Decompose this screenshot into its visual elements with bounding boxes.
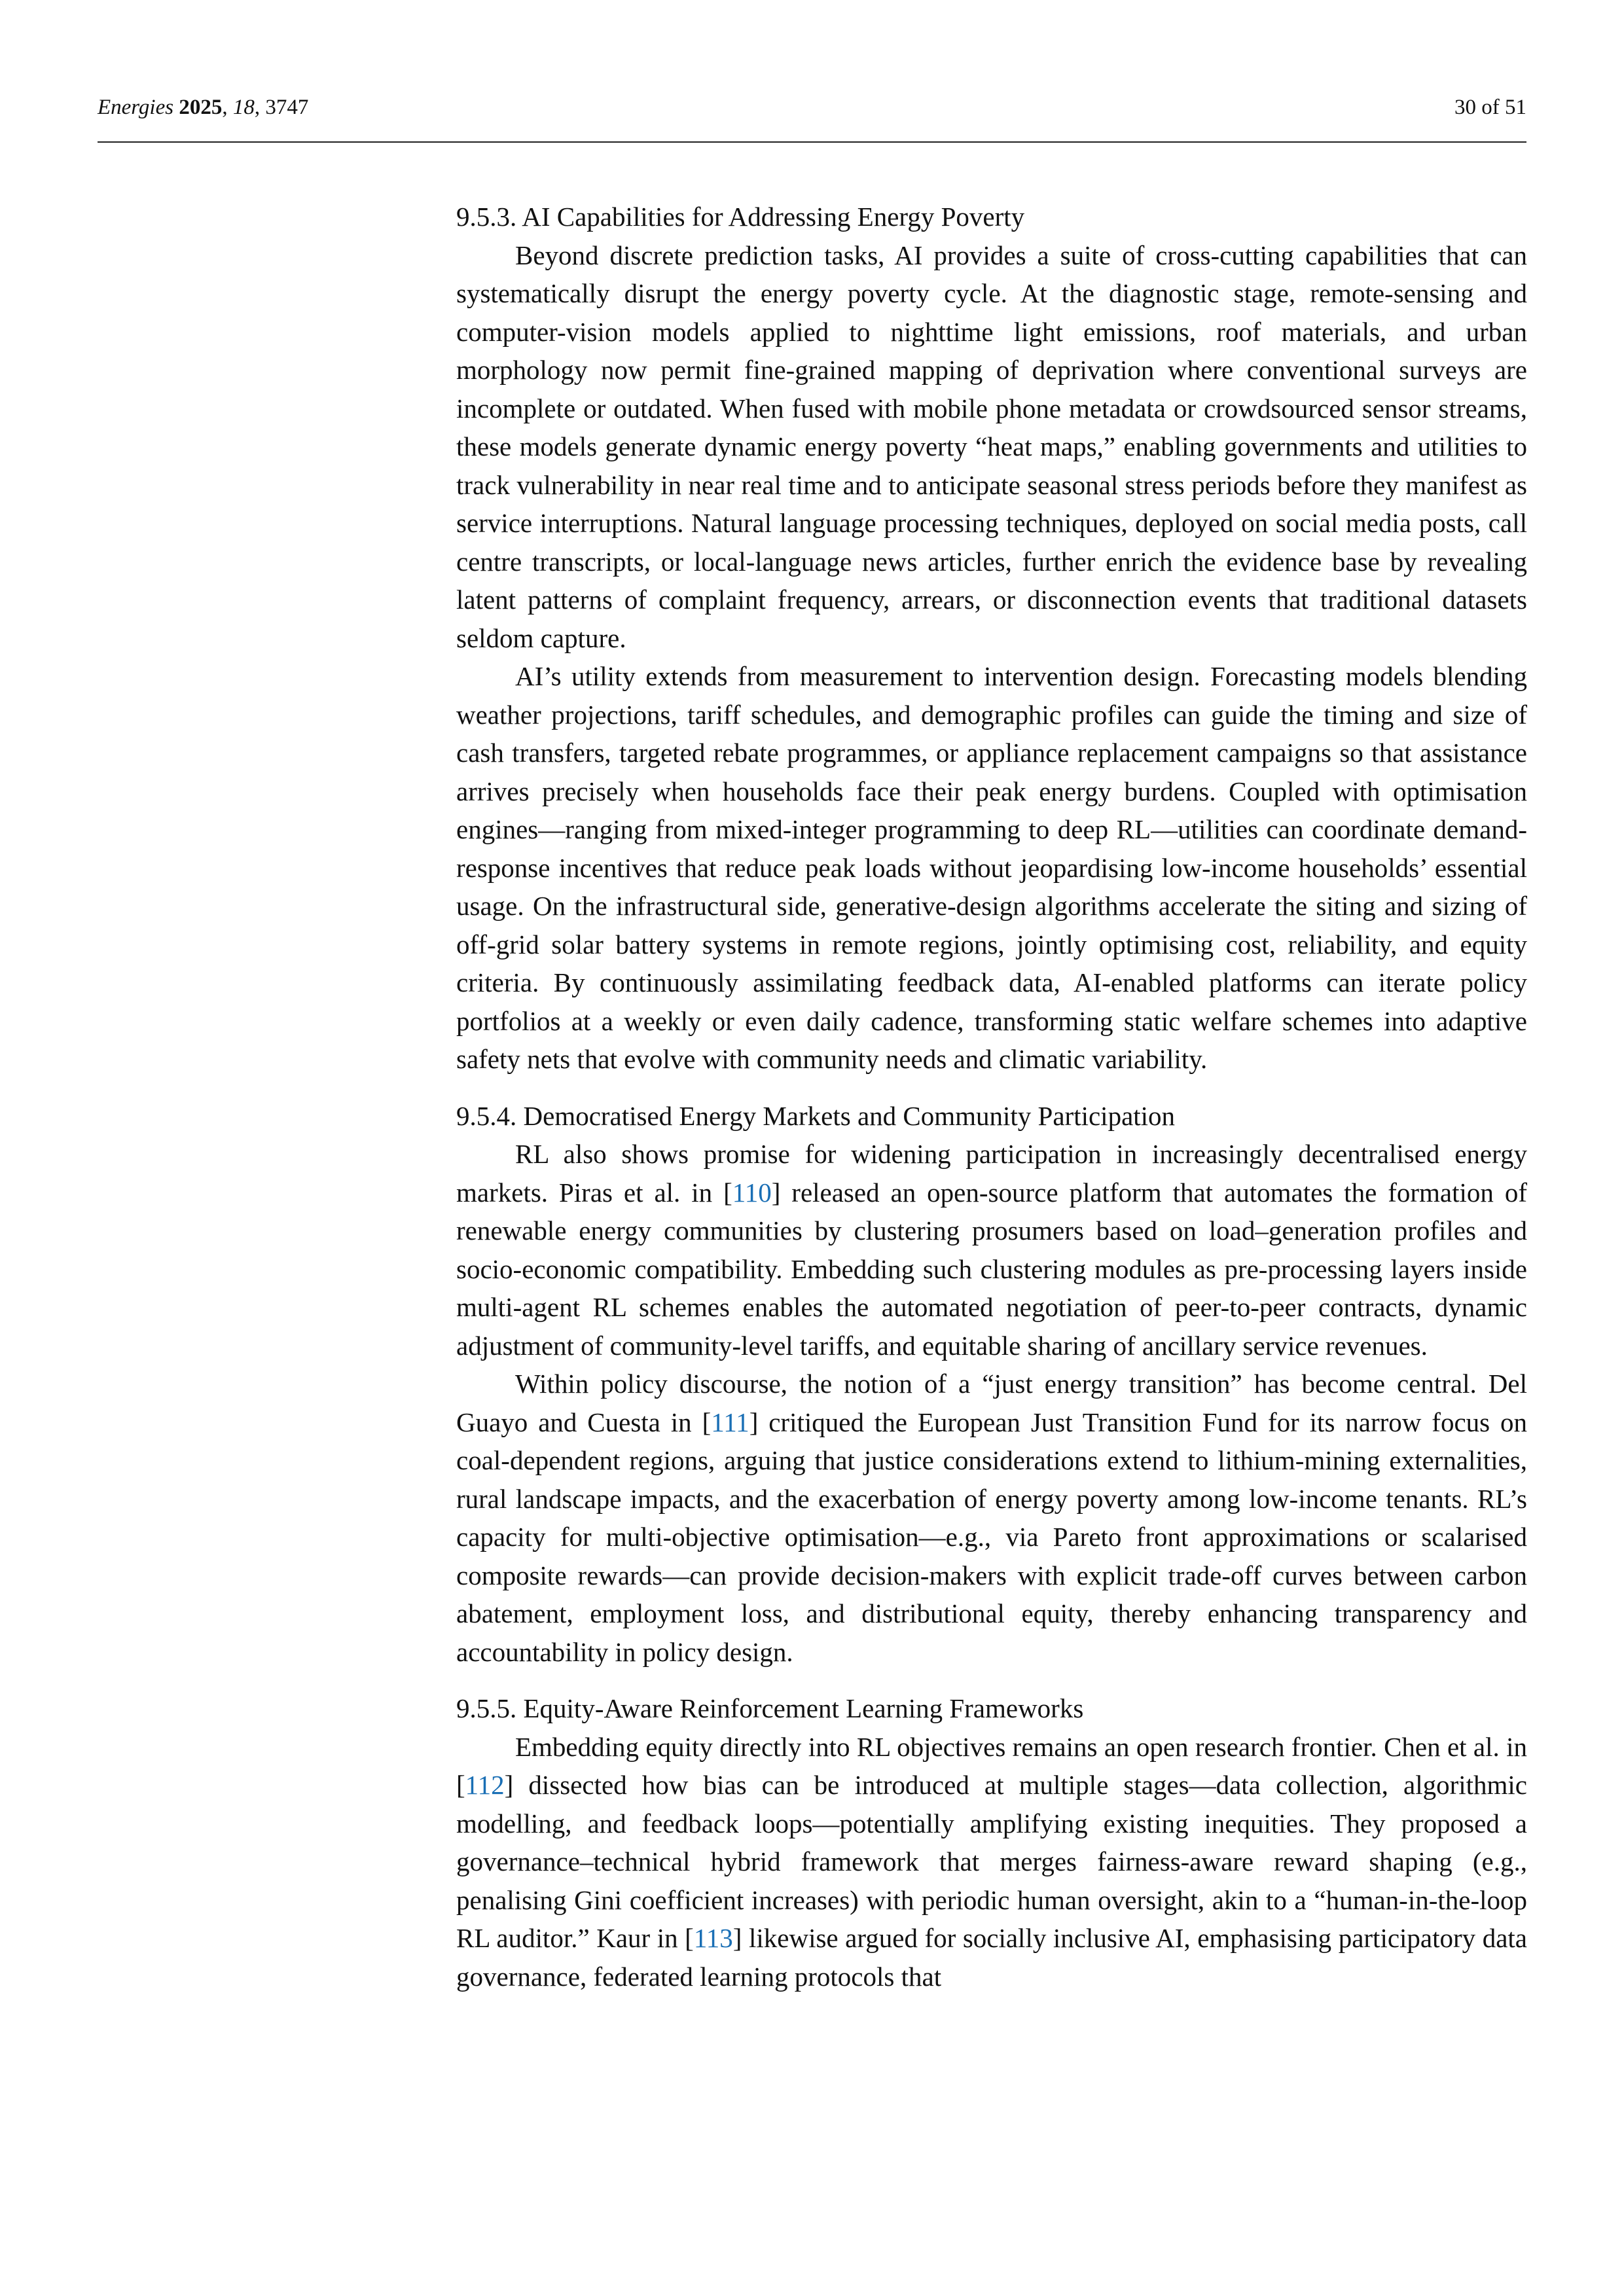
page-number: 30 of 51 [1454,96,1526,119]
paragraph [456,1135,1527,1365]
paragraph-text: ] dissected how bias can be introduced at multiple stages—data collection, algorithmic modelling, and feedback loops—potentially amplifying existing inequities. They proposed a governance–technical hybrid framework that merges fairness-aware reward shaping (e.g., penalising Gini coefficient increases) with periodic human oversight, akin to a “human-in-the-loop RL auditor.” Kaur in [ [456,1770,1527,1953]
citation-link-110[interactable]: 110 [732,1177,772,1208]
paragraph: Beyond discrete prediction tasks, AI provides a suite of cross-cutting capabilities that can systematically disrupt the energy poverty cycle. At the diagnostic stage, remote-sensing and computer-vision models applied to nighttime light emissions, roof materials, and urban morphology now permit fine-grained mapping of deprivation where conventional surveys are incomplete or outdated. When fused with mobile phone metadata or crowdsourced sensor streams, these models generate dynamic energy poverty “heat maps,” enabling governments and utilities to track vulnerability in near real time and to anticipate seasonal stress periods before they manifest as service interruptions. Natural language processing techniques, deployed on social media posts, call centre transcripts, or local-language news articles, further enrich the evidence base by revealing latent patterns of complaint frequency, arrears, or disconnection events that traditional datasets seldom capture. [456,240,1527,653]
section-heading-9-5-3: 9.5.3. AI Capabilities for Addressing Energy Poverty [456,202,1025,232]
journal-name: Energies [98,96,174,119]
section-heading-9-5-4: 9.5.4. Democratised Energy Markets and Community Participation [456,1100,1176,1131]
journal-year: 2025 [179,96,223,119]
citation-link-111[interactable]: 111 [711,1407,749,1437]
paragraph-text: RL also shows promise for widening participation in increasingly decentralised energy markets. Piras et al. in [ [456,1139,1527,1208]
body-text [456,190,1527,1996]
paragraph [456,1365,1527,1671]
article-number: 3747 [265,96,309,119]
paragraph: AI’s utility extends from measurement to intervention design. Forecasting models blending weather projections, tariff schedules, and demographic profiles can guide the timing and size of cash transfers, targeted rebate programmes, or appliance replacement campaigns so that assistance arrives precisely when households face their peak energy burdens. Coupled with optimisation engines—ranging from mixed-integer programming to deep RL—utilities can coordinate demand-response incentives that reduce peak loads without jeopardising low-income households’ essential usage. On the infrastructural side, generative-design algorithms accelerate the siting and sizing of off-grid solar battery systems in remote regions, jointly optimising cost, reliability, and equity criteria. By continuously assimilating feedback data, AI-enabled platforms can iterate policy portfolios at a weekly or even daily cadence, transforming static welfare schemes into adaptive safety nets that evolve with community needs and climatic variability. [456,661,1527,1074]
running-header [98,92,1526,143]
paragraph-text: ] critiqued the European Just Transition Fund for its narrow focus on coal-dependent regions, arguing that justice considerations extend to lithium-mining externalities, rural landscape impacts, and the exacerbation of energy poverty among low-income tenants. RL’s capacity for multi-objective optimisation—e.g., via Pareto front approximations or scalarised composite rewards—can provide decision-makers with explicit trade-off curves between carbon abatement, employment loss, and distributional equity, thereby enhancing transparency and accountability in policy design. [456,1407,1527,1667]
paragraph-text: Within policy discourse, the notion of a “just energy transition” has become central. Del Guayo and Cuesta in [ [456,1369,1527,1437]
comma-separator: , [222,96,233,119]
section-heading-9-5-5: 9.5.5. Equity-Aware Reinforcement Learning Frameworks [456,1693,1084,1723]
paragraph [456,1728,1527,1996]
journal-citation [98,96,308,120]
citation-link-113[interactable]: 113 [693,1923,733,1953]
citation-link-112[interactable]: 112 [465,1770,505,1800]
paragraph-text: ] released an open-source platform that automates the formation of renewable energy communities by clustering prosumers based on load–generation profiles and socio-economic compatibility. Embedding such clustering modules as pre-processing layers inside multi-agent RL schemes enables the automated negotiation of peer-to-peer contracts, dynamic adjustment of community-level tariffs, and equitable sharing of ancillary service revenues. [456,1177,1527,1361]
paragraph-text: ] likewise argued for socially inclusive AI, emphasising participatory data governance, federated learning protocols that [456,1923,1527,1992]
comma-separator: , [254,96,266,119]
paragraph-text: Embedding equity directly into RL objectives remains an open research frontier. Chen et al. in [ [456,1731,1527,1800]
journal-volume: 18 [232,96,255,119]
